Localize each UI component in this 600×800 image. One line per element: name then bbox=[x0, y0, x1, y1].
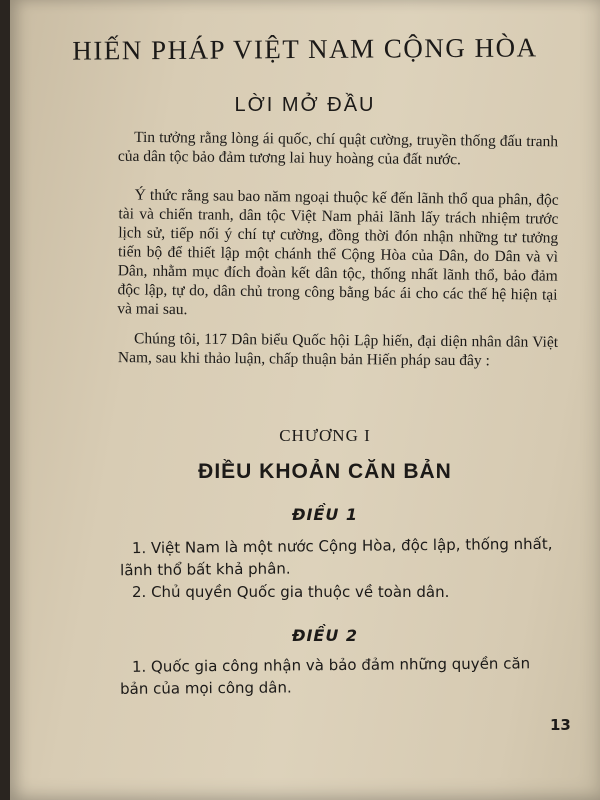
article-clause: 2. Chủ quyền Quốc gia thuộc về toàn dân. bbox=[132, 583, 450, 601]
preamble-heading: LỜI MỞ ĐẦU bbox=[234, 94, 376, 116]
preamble-paragraph: Tin tưởng rằng lòng ái quốc, chí quật cường, truyền thống đấu tranh của dân tộc bảo đảm tương lai huy hoàng của đất nước. bbox=[117, 128, 559, 169]
page-number: 13 bbox=[550, 716, 571, 734]
preamble-paragraph: Chúng tôi, 117 Dân biểu Quốc hội Lập hiến, đại diện nhân dân Việt Nam, sau khi thảo luận, chấp thuận bản Hiến pháp sau đây : bbox=[117, 330, 559, 370]
article-heading: ĐIỀU 2 bbox=[291, 626, 359, 645]
preamble-paragraph: Ý thức rằng sau bao năm ngoại thuộc kế đến lãnh thổ qua phân, độc tài và chiến tranh, dân tộc Việt Nam phải lãnh lấy trách nhiệm trước lịch sử, tiếp nối ý chí tự cường, đồng thời đón nhận những tư tưởng tiến bộ để thiết lập một chánh thể Cộng Hòa của Dân, do Dân và vì Dân, nhằm mục đích đoàn kết dân tộc, thống nhất lãnh thổ, bảo đảm độc lập, tự do, dân chủ trong công bằng bác ái cho các thế hệ hiện tại và mai sau. bbox=[117, 186, 559, 319]
book-page bbox=[10, 0, 600, 800]
chapter-label: CHƯƠNG I bbox=[279, 426, 371, 445]
article-clause: 1. Quốc gia công nhận và bảo đảm những quyền căn bản của mọi công dân. bbox=[120, 654, 531, 698]
article-heading: ĐIỀU 1 bbox=[291, 505, 359, 524]
chapter-title: ĐIỀU KHOẢN CĂN BẢN bbox=[198, 460, 452, 483]
document-title: HIẾN PHÁP VIỆT NAM CỘNG HÒA bbox=[72, 32, 538, 66]
article-clause: 1. Việt Nam là một nước Cộng Hòa, độc lập, thống nhất, lãnh thổ bất khả phân. bbox=[120, 534, 553, 580]
